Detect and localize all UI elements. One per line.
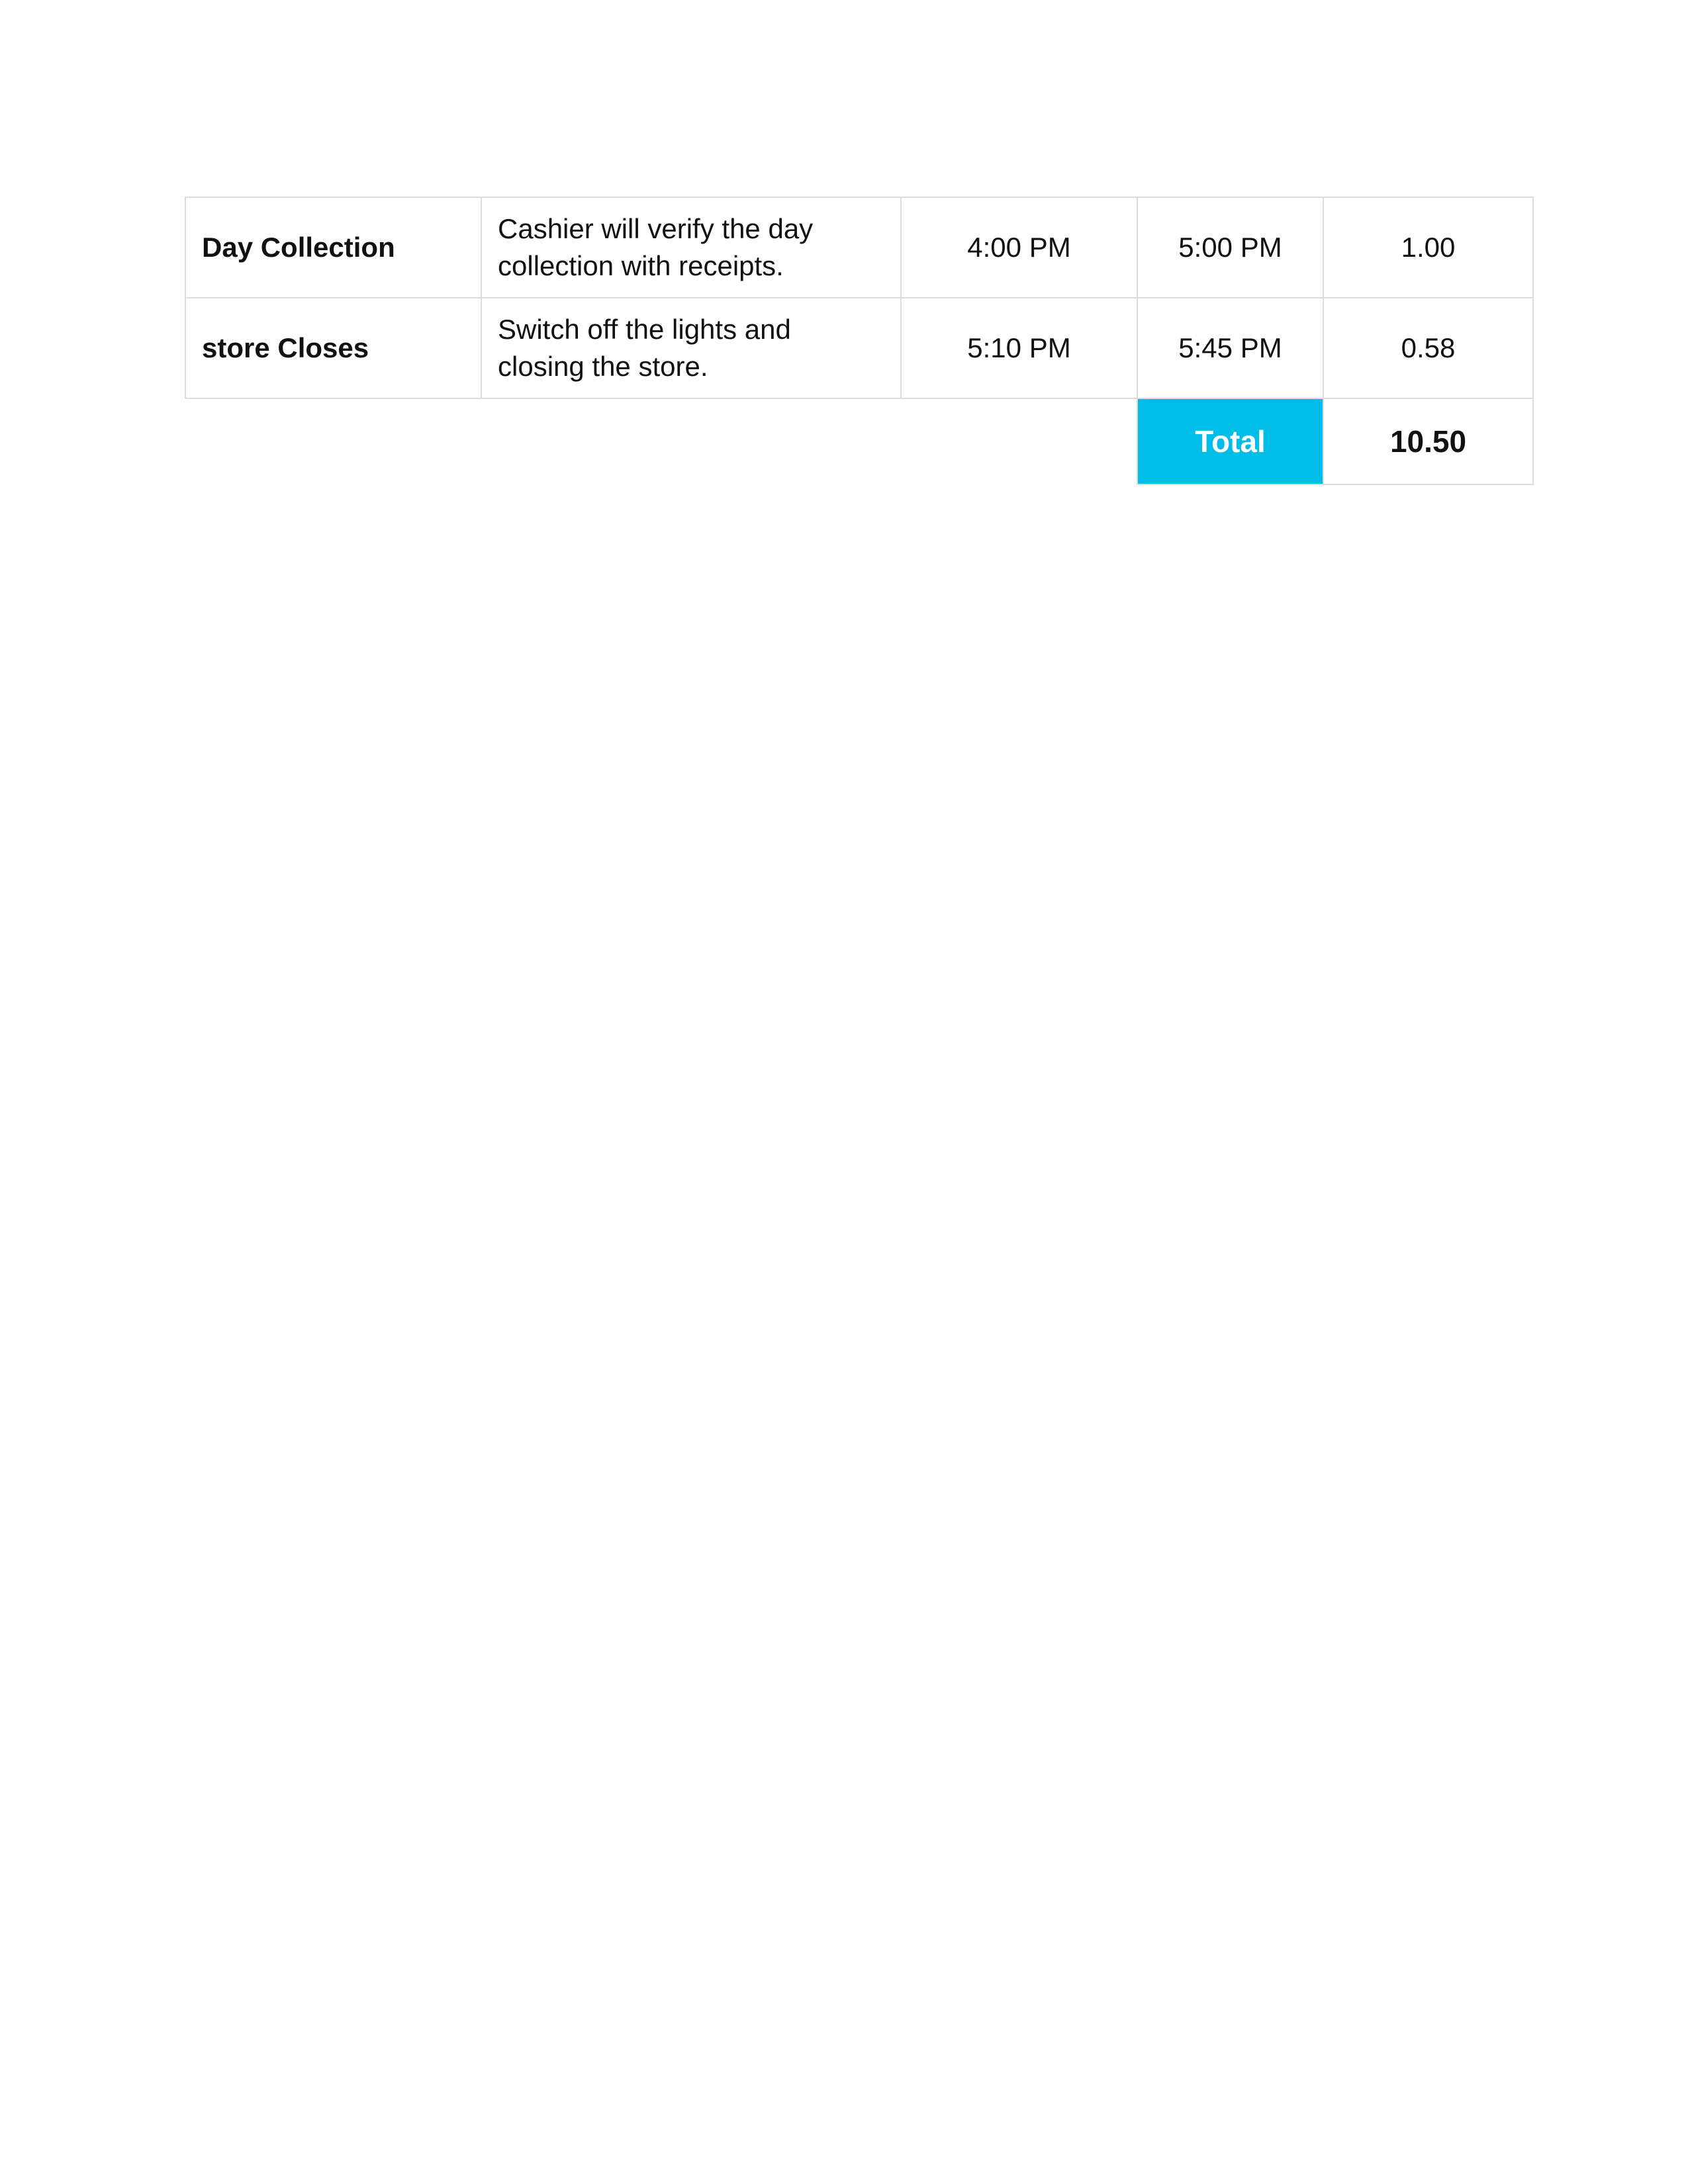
activity-description: Cashier will verify the day collection with receipts. (481, 197, 901, 298)
end-time: 5:00 PM (1137, 197, 1323, 298)
empty-cell (185, 398, 1137, 484)
start-time: 5:10 PM (901, 298, 1137, 398)
hours-value: 1.00 (1323, 197, 1533, 298)
table-row (185, 298, 1533, 398)
total-row (185, 398, 1533, 484)
table-row (185, 197, 1533, 298)
activity-name: store Closes (185, 298, 481, 398)
schedule-table (185, 197, 1534, 485)
total-label: Total (1137, 398, 1323, 484)
start-time: 4:00 PM (901, 197, 1137, 298)
end-time: 5:45 PM (1137, 298, 1323, 398)
total-value: 10.50 (1323, 398, 1533, 484)
activity-name: Day Collection (185, 197, 481, 298)
hours-value: 0.58 (1323, 298, 1533, 398)
activity-description: Switch off the lights and closing the store. (481, 298, 901, 398)
